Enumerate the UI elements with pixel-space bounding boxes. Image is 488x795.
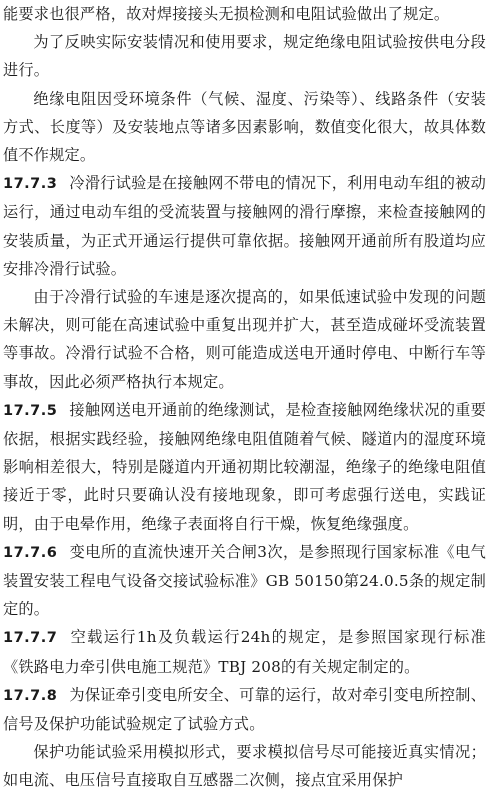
- paragraph-text: 保护功能试验采用模拟形式，要求模拟信号尽可能接近真实情况；如电流、电压信号直接取自互感器二次侧，接点宜采用保护: [3, 743, 486, 790]
- paragraph-1: [3, 0, 486, 28]
- clause-17-7-6: [3, 538, 486, 624]
- paragraph-5: [3, 283, 486, 396]
- clause-17-7-8: [3, 681, 486, 738]
- clause-number: 17.7.8: [3, 687, 58, 704]
- paragraph-text: 能要求也很严格，故对焊接接头无损检测和电阻试验做出了规定。: [3, 5, 450, 23]
- clause-17-7-7: [3, 623, 486, 680]
- clause-text: 冷滑行试验是在接触网不带电的情况下，利用电动车组的被动运行，通过电动车组的受流装置与接触网的滑行摩擦，来检查接触网的安装质量，为正式开通运行提供可靠依据。接触网开通前所有股道均应安排冷滑行试验。: [3, 174, 486, 278]
- clause-text: 变电所的直流快速开关合闸3次，是参照现行国家标准《电气装置安装工程电气设备交接试验标准》GB 50150第24.0.5条的规定制定的。: [3, 542, 486, 619]
- clause-number: 17.7.5: [3, 402, 58, 419]
- paragraph-text: 绝缘电阻因受环境条件（气候、湿度、污染等）、线路条件（安装方式、长度等）及安装地点等诸多因素影响，数值变化很大，故具体数值不作规定。: [3, 89, 486, 165]
- clause-text: 空载运行1h及负载运行24h的规定，是参照国家现行标准《铁路电力牵引供电施工规范》TBJ 208的有关规定制定的。: [3, 628, 486, 676]
- clause-number: 17.7.3: [3, 176, 58, 193]
- clause-text: 为保证牵引变电所安全、可靠的运行，故对牵引变电所控制、信号及保护功能试验规定了试验方式。: [3, 685, 486, 734]
- paragraph-text: 由于冷滑行试验的车速是逐次提高的，如果低速试验中发现的问题未解决，则可能在高速试验中重复出现并扩大，甚至造成碰坏受流装置等事故。冷滑行试验不合格，则可能造成送电开通时停电、中断行车等事故，因此必须严格执行本规定。: [3, 288, 486, 391]
- clause-17-7-5: [3, 396, 486, 538]
- clause-number: 17.7.7: [3, 630, 58, 647]
- clause-text: 接触网送电开通前的绝缘测试，是检查接触网绝缘状况的重要依据，根据实践经验，接触网绝缘电阻值随着气候、隧道内的湿度环境影响相差很大，特别是隧道内开通初期比较潮湿，绝缘子的绝缘电阻值接近于零，此时只要确认没有接地现象，即可考虑强行送电，实践证明，由于电晕作用，绝缘子表面将自行干燥，恢复绝缘强度。: [3, 400, 486, 533]
- clause-number: 17.7.6: [3, 544, 58, 561]
- paragraph-2: [3, 28, 486, 84]
- paragraph-3: [3, 85, 486, 170]
- clause-17-7-3: [3, 169, 486, 283]
- paragraph-text: 为了反映实际安装情况和使用要求，规定绝缘电阻试验按供电分段进行。: [3, 33, 486, 80]
